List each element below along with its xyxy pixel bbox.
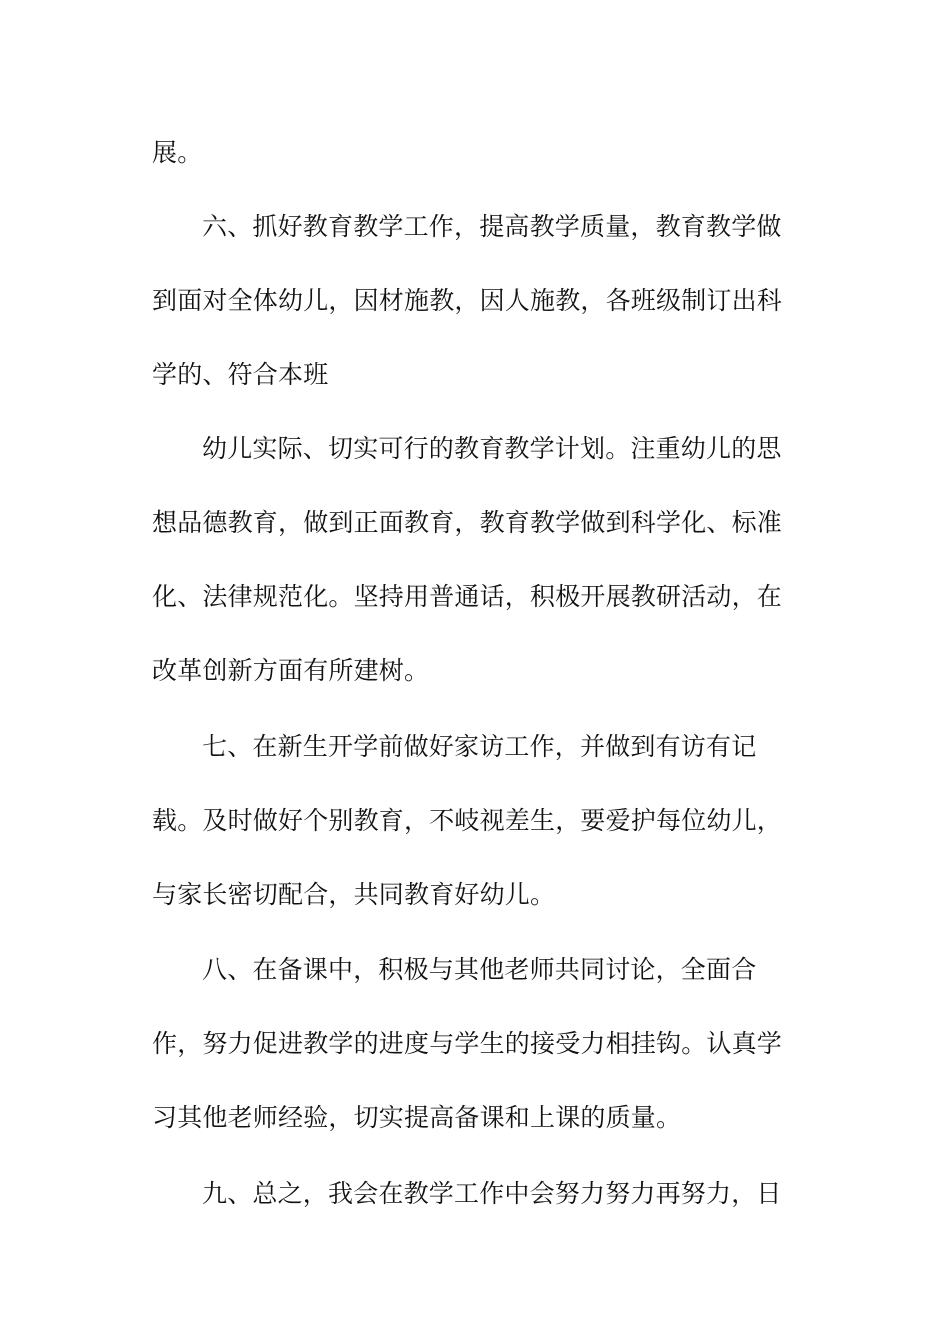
text-line: 到面对全体幼儿，因材施教，因人施教，各班级制订出科 (152, 286, 783, 315)
paragraph-line: 幼儿实际、切实可行的教育教学计划。注重幼儿的思 (202, 434, 782, 463)
paragraph-nine-line: 九、总之，我会在教学工作中会努力努力再努力，日 (202, 1179, 782, 1208)
text-line: 改革创新方面有所建树。 (152, 656, 430, 685)
text-line: 与家长密切配合，共同教育好幼儿。 (152, 880, 556, 909)
paragraph-six-line: 六、抓好教育教学工作，提高教学质量，教育教学做 (202, 212, 782, 241)
text-line: 化、法律规范化。坚持用普通话，积极开展教研活动，在 (152, 582, 783, 611)
text-line: 作，努力促进教学的进度与学生的接受力相挂钩。认真学 (152, 1029, 783, 1058)
paragraph-seven-line: 七、在新生开学前做好家访工作，并做到有访有记 (202, 732, 757, 761)
text-line: 载。及时做好个别教育，不岐视差生，要爱护每位幼儿， (152, 806, 783, 835)
text-line: 习其他老师经验，切实提高备课和上课的质量。 (152, 1103, 682, 1132)
text-line: 想品德教育，做到正面教育，教育教学做到科学化、标准 (152, 508, 783, 537)
paragraph-eight-line: 八、在备课中，积极与其他老师共同讨论，全面合 (202, 955, 757, 984)
text-line: 展。 (152, 138, 203, 167)
text-line: 学的、符合本班 (152, 360, 329, 389)
